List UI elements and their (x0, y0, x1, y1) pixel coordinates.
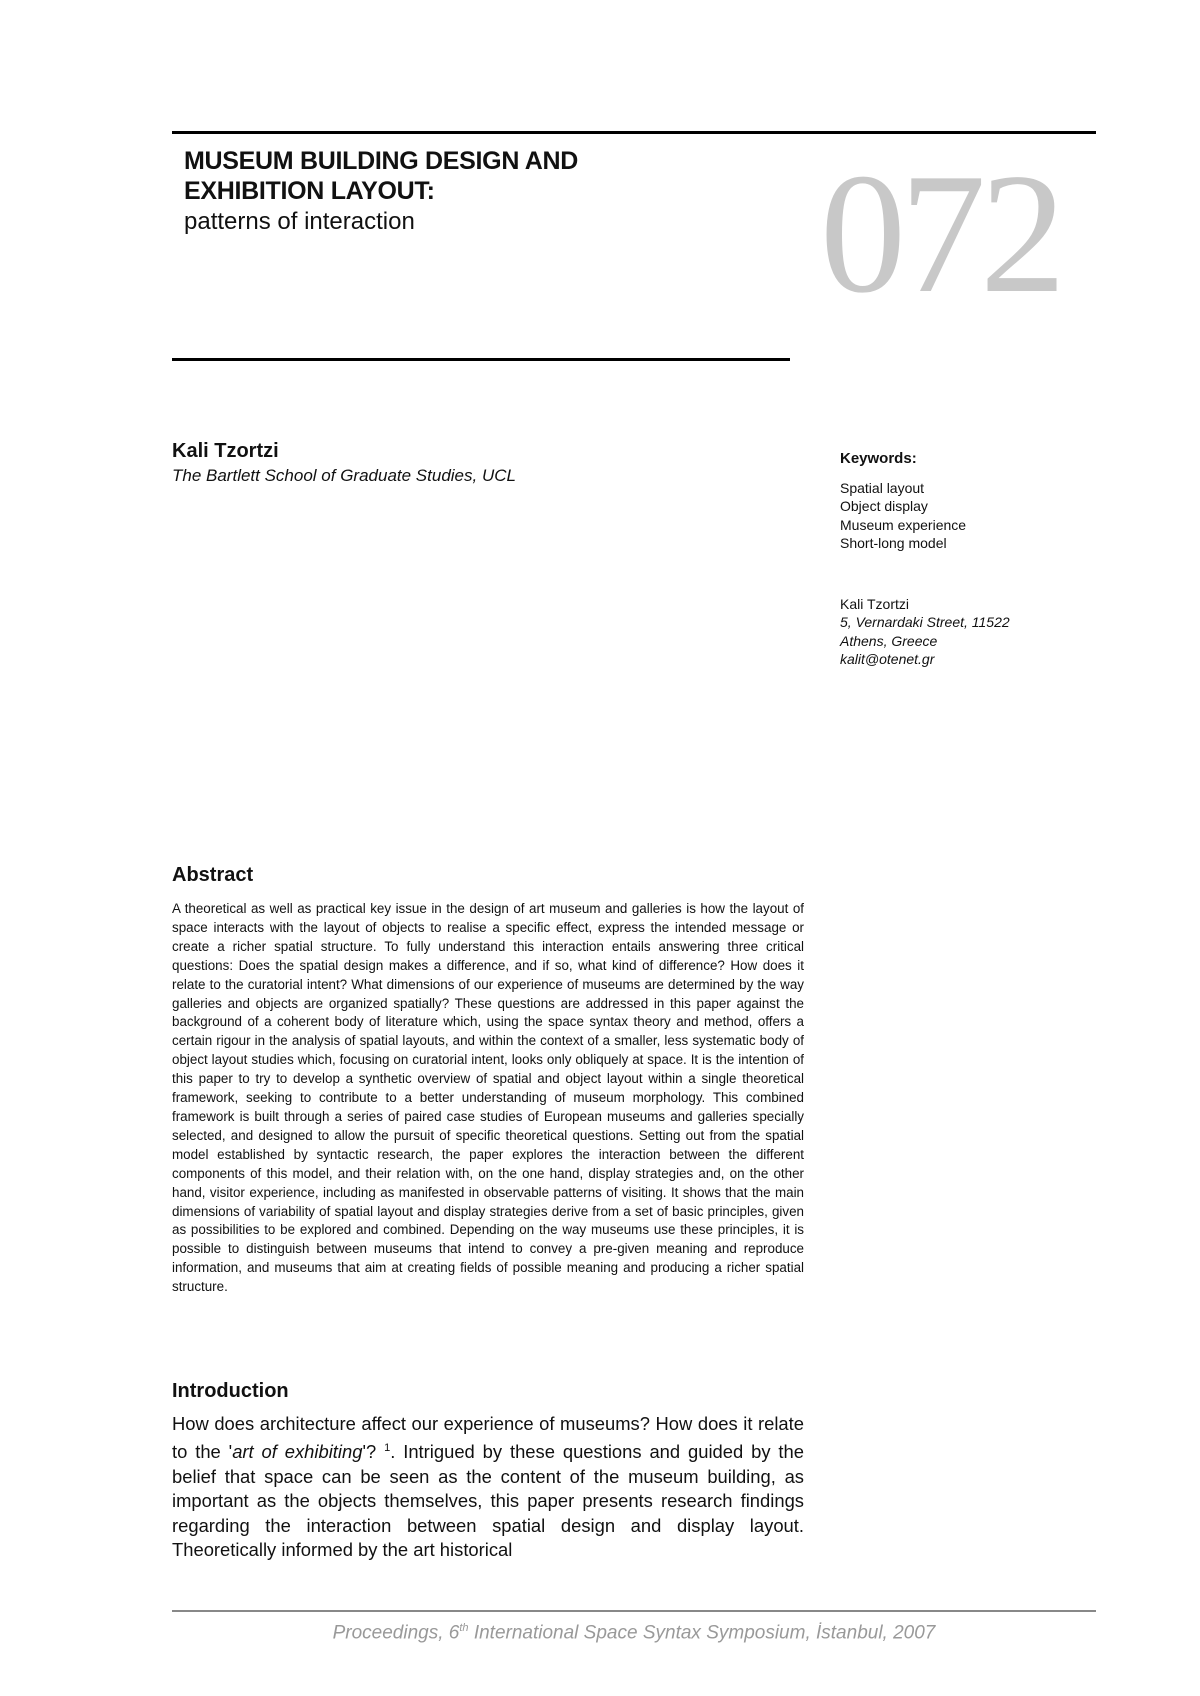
abstract-section (172, 862, 804, 1297)
title-rule (172, 358, 790, 361)
sidebar (840, 450, 1100, 669)
intro-text-part: . Intrigued by these questions and guided by the belief that space can be seen as the content of the museum building, as important as the objects themselves, this paper presents research findings regarding the interaction between spatial design and display layout. Theoretically informed by the art historical (172, 1441, 804, 1561)
contact-email[interactable]: kalit@otenet.gr (840, 651, 935, 667)
abstract-heading: Abstract (172, 864, 254, 886)
intro-italic-phrase: art of exhibiting (232, 1441, 363, 1463)
contact-street: 5, Vernardaki Street, 11522 (840, 614, 1010, 630)
paper-title-block (184, 146, 744, 238)
keyword-item: Spatial layout (840, 479, 925, 496)
author-name: Kali Tzortzi (172, 440, 279, 462)
keyword-item: Museum experience (840, 516, 967, 533)
introduction-text (172, 1412, 804, 1563)
author-block (172, 438, 516, 488)
introduction-section (172, 1378, 804, 1563)
paper-number: 072 (820, 139, 1060, 329)
abstract-text: A theoretical as well as practical key issue in the design of art museum and galleries is how the layout of space interacts with the layout of objects to realise a specific effect, express the intended message or create a richer spatial structure. To fully understand this interaction entails answering three critical questions: Does the spatial design makes a difference, and if so, what kind of difference? How does it relate to the curatorial intent? What dimensions of our experience of museums are determined by the way galleries and objects are organized spatially? These questions are addressed in this paper against the background of a coherent body of literature which, using the space syntax theory and method, offers a certain rigour in the analysis of spatial layouts, and within the context of a smaller, less systematic body of object layout studies which, focusing on curatorial intent, looks only obliquely at space. It is the intention of this paper to try to develop a synthetic overview of spatial and object layout within a single theoretical framework, seeking to contribute to a better understanding of museum morphology. This combined framework is built through a series of paired case studies of European museums and galleries specially selected, and designed to allow the pursuit of specific theoretical questions. Setting out from the spatial model established by syntactic research, the paper explores the interaction between the different components of this model, and their relation with, on the one hand, display strategies and, on the other hand, visitor experience, including as manifested in observable patterns of visiting. It shows that the main dimensions of variability of spatial layout and display strategies derive from a set of basic principles, given as possibilities to be explored and combined. Depending on the way museums use these principles, it is possible to distinguish between museums that intend to convey a pre-given meaning and reproduce information, and museums that aim at creating fields of possible meaning and producing a richer spatial structure. (172, 901, 804, 1295)
paper-title-line-1: MUSEUM BUILDING DESIGN AND (184, 147, 579, 175)
page-footer (172, 1614, 1096, 1647)
contact-name: Kali Tzortzi (840, 595, 909, 612)
introduction-heading: Introduction (172, 1380, 289, 1402)
footer-prefix: Proceedings, 6 (332, 1622, 460, 1644)
author-affiliation: The Bartlett School of Graduate Studies, UCL (172, 466, 516, 485)
footnote-mark[interactable]: 1 (384, 1442, 391, 1455)
keywords-heading: Keywords: (840, 450, 917, 467)
contact-block (840, 595, 1100, 669)
footer-superscript: th (459, 1622, 469, 1634)
contact-city: Athens, Greece (840, 632, 938, 649)
intro-text-part: How does architecture affect our experience of museums? How does it relate to the ' (172, 1413, 804, 1463)
keyword-item: Short-long model (840, 535, 947, 551)
footer-suffix: International Space Syntax Symposium, İstanbul, 2007 (468, 1622, 936, 1644)
top-rule (172, 131, 1096, 134)
footer-rule (172, 1610, 1096, 1612)
keyword-item: Object display (840, 498, 928, 514)
paper-title-line-2: EXHIBITION LAYOUT: (184, 177, 435, 205)
intro-text-part: '? (362, 1441, 385, 1463)
paper-subtitle: patterns of interaction (184, 208, 415, 235)
